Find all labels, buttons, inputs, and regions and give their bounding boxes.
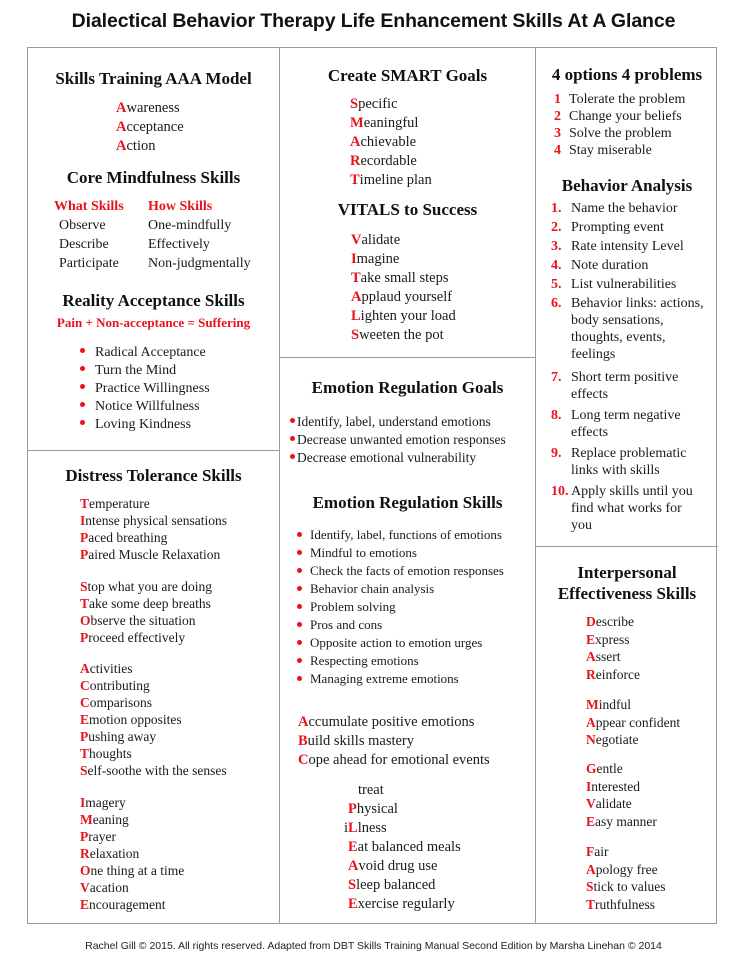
- list-item: Radical Acceptance: [80, 344, 210, 362]
- fast-item: Fair: [586, 844, 609, 859]
- what-skills-column: [54, 197, 124, 273]
- reality-acceptance-heading: Reality Acceptance Skills: [62, 291, 245, 310]
- numbered-item: 3 Solve the problem: [554, 126, 672, 141]
- bullet-icon: [80, 366, 85, 371]
- interpersonal-heading-line1: Interpersonal: [577, 563, 677, 582]
- bullet-icon: [80, 402, 85, 407]
- numbered-item: 6. Behavior links: actions, body sensations, thoughts, events, feelings: [551, 296, 704, 362]
- numbered-item: 1 Tolerate the problem: [554, 92, 686, 107]
- dear-item: Describe: [586, 614, 634, 629]
- list-item: Managing extreme emotions: [297, 670, 504, 688]
- give-item: Gentle: [586, 761, 623, 776]
- list-item: Turn the Mind: [80, 362, 210, 380]
- emotion-skills-heading: Emotion Regulation Skills: [312, 493, 503, 512]
- dear-item: Express: [586, 631, 630, 647]
- core-mindfulness-heading: Core Mindfulness Skills: [66, 168, 241, 187]
- distress-tolerance-heading: Distress Tolerance Skills: [65, 466, 242, 485]
- numbered-item: 2 Change your beliefs: [554, 109, 682, 124]
- please-prefix: treat: [358, 782, 384, 798]
- skills-grid: [27, 47, 717, 924]
- emotion-goals-heading: Emotion Regulation Goals: [311, 378, 504, 397]
- give-item: Easy manner: [586, 813, 657, 829]
- fast-list: [586, 843, 666, 913]
- page-title: Dialectical Behavior Therapy Life Enhancement Skills At A Glance: [71, 10, 676, 32]
- aaa-item: Awareness: [116, 100, 180, 116]
- bullet-icon: [290, 454, 295, 459]
- bullet-icon: [297, 676, 302, 681]
- improve-item: Imagery: [80, 795, 126, 810]
- bullet-icon: [80, 384, 85, 389]
- list-item: Check the facts of emotion responses: [297, 562, 504, 580]
- list-item: Identify, label, functions of emotions: [297, 526, 504, 544]
- man-item: Negotiate: [586, 732, 639, 747]
- accepts-item: Pushing away: [80, 729, 157, 744]
- abc-list: [298, 713, 490, 770]
- man-item: Appear confident: [586, 714, 681, 730]
- aaa-list: [116, 99, 184, 156]
- list-item: Behavior chain analysis: [297, 580, 504, 598]
- dear-list: [586, 613, 640, 683]
- improve-item: Meaning: [80, 812, 129, 827]
- give-list: [586, 760, 657, 830]
- smart-item: Timeline plan: [350, 172, 432, 188]
- improve-item: One thing at a time: [80, 863, 185, 878]
- please-item: Exercise regularly: [348, 896, 455, 912]
- bullet-icon: [290, 418, 295, 423]
- list-item: Decrease unwanted emotion responses: [290, 431, 506, 449]
- stop-list: [80, 578, 212, 646]
- dear-item: Reinforce: [586, 666, 640, 682]
- numbered-item: 3. Rate intensity Level: [551, 239, 684, 254]
- bullet-icon: [80, 420, 85, 425]
- tipp-item: Intense physical sensations: [80, 513, 227, 528]
- list-item: Notice Willfulness: [80, 398, 210, 416]
- abc-item: Accumulate positive emotions: [298, 714, 475, 730]
- accepts-item: Thoughts: [80, 746, 132, 761]
- bullet-icon: [297, 604, 302, 609]
- tipp-item: Paired Muscle Relaxation: [80, 547, 221, 562]
- smart-item: Specific: [350, 96, 398, 112]
- tipp-list: [80, 495, 227, 563]
- smart-list: [350, 95, 432, 190]
- vitals-item: Applaud yourself: [351, 289, 453, 305]
- what-skills-heading: What Skills: [54, 199, 124, 214]
- behavior-analysis-list: [551, 200, 716, 534]
- stop-item: Proceed effectively: [80, 630, 186, 645]
- numbered-item: 2. Prompting event: [551, 220, 664, 235]
- stop-item: Stop what you are doing: [80, 579, 212, 594]
- accepts-item: Activities: [80, 661, 133, 676]
- vitals-item: Imagine: [351, 251, 400, 267]
- bullet-icon: [290, 436, 295, 441]
- numbered-item: 5. List vulnerabilities: [551, 277, 677, 292]
- how-skill-item: One-mindfully: [148, 218, 232, 233]
- please-item: Eat balanced meals: [348, 839, 461, 855]
- man-item: Mindful: [586, 697, 631, 712]
- improve-item: Relaxation: [80, 846, 140, 861]
- section-aaa-mindfulness-acceptance: [28, 48, 279, 450]
- aaa-item: Acceptance: [116, 119, 184, 135]
- improve-item: Prayer: [80, 829, 116, 844]
- section-smart-vitals: [280, 48, 535, 357]
- what-skill-item: Describe: [59, 237, 109, 252]
- please-item: iLlness: [344, 820, 387, 836]
- vitals-list: [351, 231, 456, 345]
- fast-item: Stick to values: [586, 879, 666, 894]
- numbered-item: 9. Replace problematic links with skills: [551, 446, 687, 478]
- bullet-icon: [297, 532, 302, 537]
- aaa-model-heading: Skills Training AAA Model: [55, 69, 252, 88]
- emotion-skills-list: [297, 526, 504, 688]
- improve-item: Encouragement: [80, 897, 166, 912]
- aaa-item: Action: [116, 138, 156, 154]
- list-item: Respecting emotions: [297, 652, 504, 670]
- smart-item: Meaningful: [350, 115, 419, 131]
- improve-list: [80, 794, 184, 913]
- accepts-item: Comparisons: [80, 695, 152, 710]
- vitals-item: Take small steps: [351, 270, 449, 286]
- vitals-item: Lighten your load: [351, 308, 456, 324]
- how-skill-item: Non-judgmentally: [148, 256, 251, 271]
- list-item: Identify, label, understand emotions: [290, 413, 506, 431]
- accepts-item: Contributing: [80, 678, 150, 693]
- interpersonal-heading-line2: Effectiveness Skills: [557, 584, 697, 603]
- list-item: Opposite action to emotion urges: [297, 634, 504, 652]
- what-skill-item: Participate: [59, 256, 119, 271]
- please-list: [344, 781, 461, 914]
- stop-item: Observe the situation: [80, 613, 196, 628]
- how-skills-heading: How Skills: [148, 199, 213, 214]
- stop-item: Take some deep breaths: [80, 596, 211, 611]
- list-item: Mindful to emotions: [297, 544, 504, 562]
- section-distress-tolerance: [28, 451, 279, 925]
- list-item: Loving Kindness: [80, 416, 210, 434]
- abc-item: Cope ahead for emotional events: [298, 752, 490, 768]
- smart-item: Achievable: [350, 134, 417, 150]
- bullet-icon: [297, 658, 302, 663]
- section-emotion-regulation: [280, 358, 535, 925]
- numbered-item: 1. Name the behavior: [551, 201, 678, 216]
- how-skill-item: Effectively: [148, 237, 210, 252]
- dear-item: Assert: [586, 649, 621, 664]
- list-item: Problem solving: [297, 598, 504, 616]
- numbered-item: 4. Note duration: [551, 258, 649, 273]
- vitals-item: Sweeten the pot: [351, 327, 444, 343]
- behavior-analysis-heading: Behavior Analysis: [561, 176, 693, 195]
- numbered-item: 4 Stay miserable: [554, 143, 652, 158]
- list-item: Pros and cons: [297, 616, 504, 634]
- numbered-item: 8. Long term negative effects: [551, 408, 681, 440]
- vitals-item: Validate: [351, 232, 401, 248]
- section-options-behavior-analysis: [536, 48, 718, 546]
- accepts-item: Emotion opposites: [80, 712, 182, 727]
- numbered-item: 10. Apply skills until you find what works for you: [551, 484, 693, 533]
- give-item: Validate: [586, 796, 632, 811]
- abc-item: Build skills mastery: [298, 733, 415, 749]
- please-item: Avoid drug use: [348, 858, 438, 874]
- accepts-list: [80, 660, 227, 779]
- suffering-formula: Pain + Non-acceptance = Suffering: [56, 315, 251, 330]
- section-interpersonal-effectiveness: [536, 547, 718, 925]
- how-skills-column: [148, 197, 251, 273]
- what-skill-item: Observe: [59, 218, 106, 233]
- accepts-item: Self-soothe with the senses: [80, 763, 227, 778]
- tipp-item: Paced breathing: [80, 530, 168, 545]
- improve-item: Vacation: [80, 880, 129, 895]
- emotion-goals-list: [290, 413, 506, 467]
- four-options-heading: 4 options 4 problems: [551, 65, 703, 84]
- smart-goals-heading: Create SMART Goals: [327, 66, 488, 85]
- please-item: Sleep balanced: [348, 877, 436, 893]
- bullet-icon: [297, 568, 302, 573]
- bullet-icon: [297, 622, 302, 627]
- fast-item: Apology free: [586, 861, 658, 877]
- man-list: [586, 696, 680, 749]
- bullet-icon: [80, 348, 85, 353]
- copyright-footer: Rachel Gill © 2015. All rights reserved. Adapted from DBT Skills Training Manual Second Edition by Marsha Linehan © 2014: [85, 940, 662, 952]
- bullet-icon: [297, 550, 302, 555]
- bullet-icon: [297, 640, 302, 645]
- please-item: Physical: [348, 801, 398, 817]
- tipp-item: Temperature: [80, 496, 150, 511]
- reality-acceptance-list: [80, 344, 210, 434]
- list-item: Practice Willingness: [80, 380, 210, 398]
- vitals-heading: VITALS to Success: [337, 200, 478, 219]
- give-item: Interested: [586, 778, 640, 794]
- fast-item: Truthfulness: [586, 896, 656, 912]
- bullet-icon: [297, 586, 302, 591]
- list-item: Decrease emotional vulnerability: [290, 449, 506, 467]
- four-options-list: [554, 91, 685, 159]
- smart-item: Recordable: [350, 153, 417, 169]
- numbered-item: 7. Short term positive effects: [551, 370, 679, 402]
